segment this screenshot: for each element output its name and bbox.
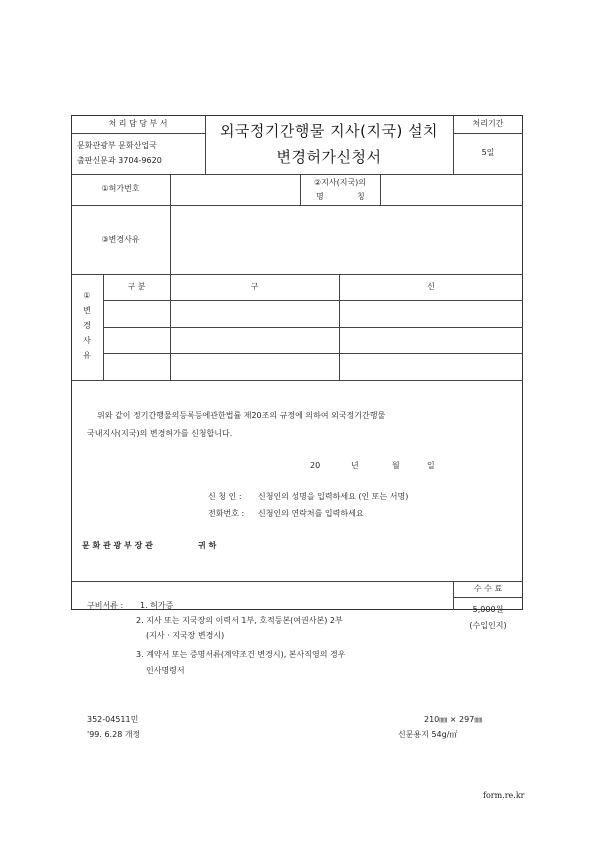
table-cell[interactable] — [171, 354, 338, 379]
changes-side-label-3: 경 — [83, 321, 91, 330]
date-year-unit: 년 — [351, 461, 359, 470]
column-header-category: 구 분 — [127, 282, 146, 291]
change-reason-field[interactable] — [171, 206, 522, 273]
change-reason-label: ③변경사유 — [101, 235, 140, 244]
fee-amount: 5,000원 — [472, 605, 504, 614]
table-cell[interactable] — [171, 301, 338, 326]
applicant-input[interactable]: 신청인의 성명을 입력하세요 (인 또는 서명) — [258, 492, 409, 501]
changes-side-label-2: 변 — [83, 306, 91, 315]
branch-name-field[interactable] — [381, 175, 522, 204]
table-cell[interactable] — [104, 328, 169, 352]
branch-name-label-2a: 명 — [316, 192, 324, 201]
rule — [71, 380, 523, 381]
applicant-label: 신 청 인 : — [208, 492, 242, 501]
permit-number-label: ①허가번호 — [101, 184, 140, 193]
rule — [453, 133, 523, 134]
fee-note: (수입인지) — [469, 621, 507, 630]
table-cell[interactable] — [104, 301, 169, 326]
date-year: 20 — [310, 461, 321, 470]
revision-date: '99. 6.28 개정 — [87, 730, 141, 739]
document-item-2-note: (지사 · 지국장 변경시) — [146, 631, 225, 640]
dept-line-1: 문화관광부 문화산업국 — [77, 141, 157, 150]
form-title-line-2: 변경허가신청서 — [276, 148, 382, 166]
form-title-line-1: 외국정기간행물 지사(지국) 설치 — [219, 122, 439, 140]
document-item-3: 3. 계약서 또는 증명서류(계약조건 변경시), 본사직영의 경우 — [136, 650, 346, 659]
document-item-1: 1. 허가증 — [140, 601, 174, 610]
dept-line-2: 출판신문과 3704-9620 — [77, 156, 162, 165]
form-number: 352-04511민 — [87, 715, 139, 724]
permit-number-field[interactable] — [171, 175, 299, 204]
documents-label: 구비서류 : — [87, 601, 124, 610]
table-cell[interactable] — [104, 354, 169, 379]
rule — [71, 274, 523, 275]
dept-label: 처 리 담 당 부 서 — [108, 119, 168, 128]
rule — [71, 581, 523, 582]
changes-side-label-5: 유 — [83, 351, 91, 360]
document-item-3-note: 인사명령서 — [146, 666, 185, 675]
changes-side-label-4: 사 — [83, 336, 91, 345]
table-cell[interactable] — [340, 328, 522, 352]
table-cell[interactable] — [340, 354, 522, 379]
table-cell[interactable] — [340, 301, 522, 326]
fee-label: 수 수 료 — [473, 584, 503, 593]
phone-input[interactable]: 신청인의 연락처를 입력하세요 — [258, 509, 364, 518]
column-header-new: 신 — [427, 282, 435, 291]
site-watermark: form.re.kr — [483, 791, 525, 800]
statement-line-1: 위와 같이 정기간행물의등록등에관한법률 제20조의 규정에 의하여 외국정기간행물 — [97, 411, 386, 420]
table-cell[interactable] — [171, 328, 338, 352]
changes-side-label-1: ① — [83, 291, 91, 300]
date-month: 월 — [392, 461, 400, 470]
paper-spec: 신문용지 54g/㎡ — [398, 730, 458, 739]
branch-name-label-2b: 칭 — [357, 192, 365, 201]
processing-period-value: 5일 — [481, 148, 495, 157]
addressee: 문 화 관 광 부 장 관 — [82, 541, 153, 550]
branch-name-label: ②지사(지국)의 — [313, 178, 367, 187]
rule — [71, 133, 205, 134]
processing-period-label: 처리기간 — [472, 119, 504, 128]
phone-label: 전화번호 : — [208, 509, 245, 518]
statement-line-2: 국내지사(지국)의 변경허가를 신청합니다. — [87, 429, 233, 438]
rule — [453, 597, 523, 598]
paper-size: 210㎜ × 297㎜ — [424, 715, 483, 724]
column-header-old: 구 — [250, 282, 259, 291]
date-day: 일 — [427, 461, 435, 470]
document-item-2: 2. 지사 또는 지국장의 이력서 1부, 호적등본(여권사본) 2부 — [136, 616, 343, 625]
addressee-suffix: 귀 하 — [198, 541, 217, 550]
